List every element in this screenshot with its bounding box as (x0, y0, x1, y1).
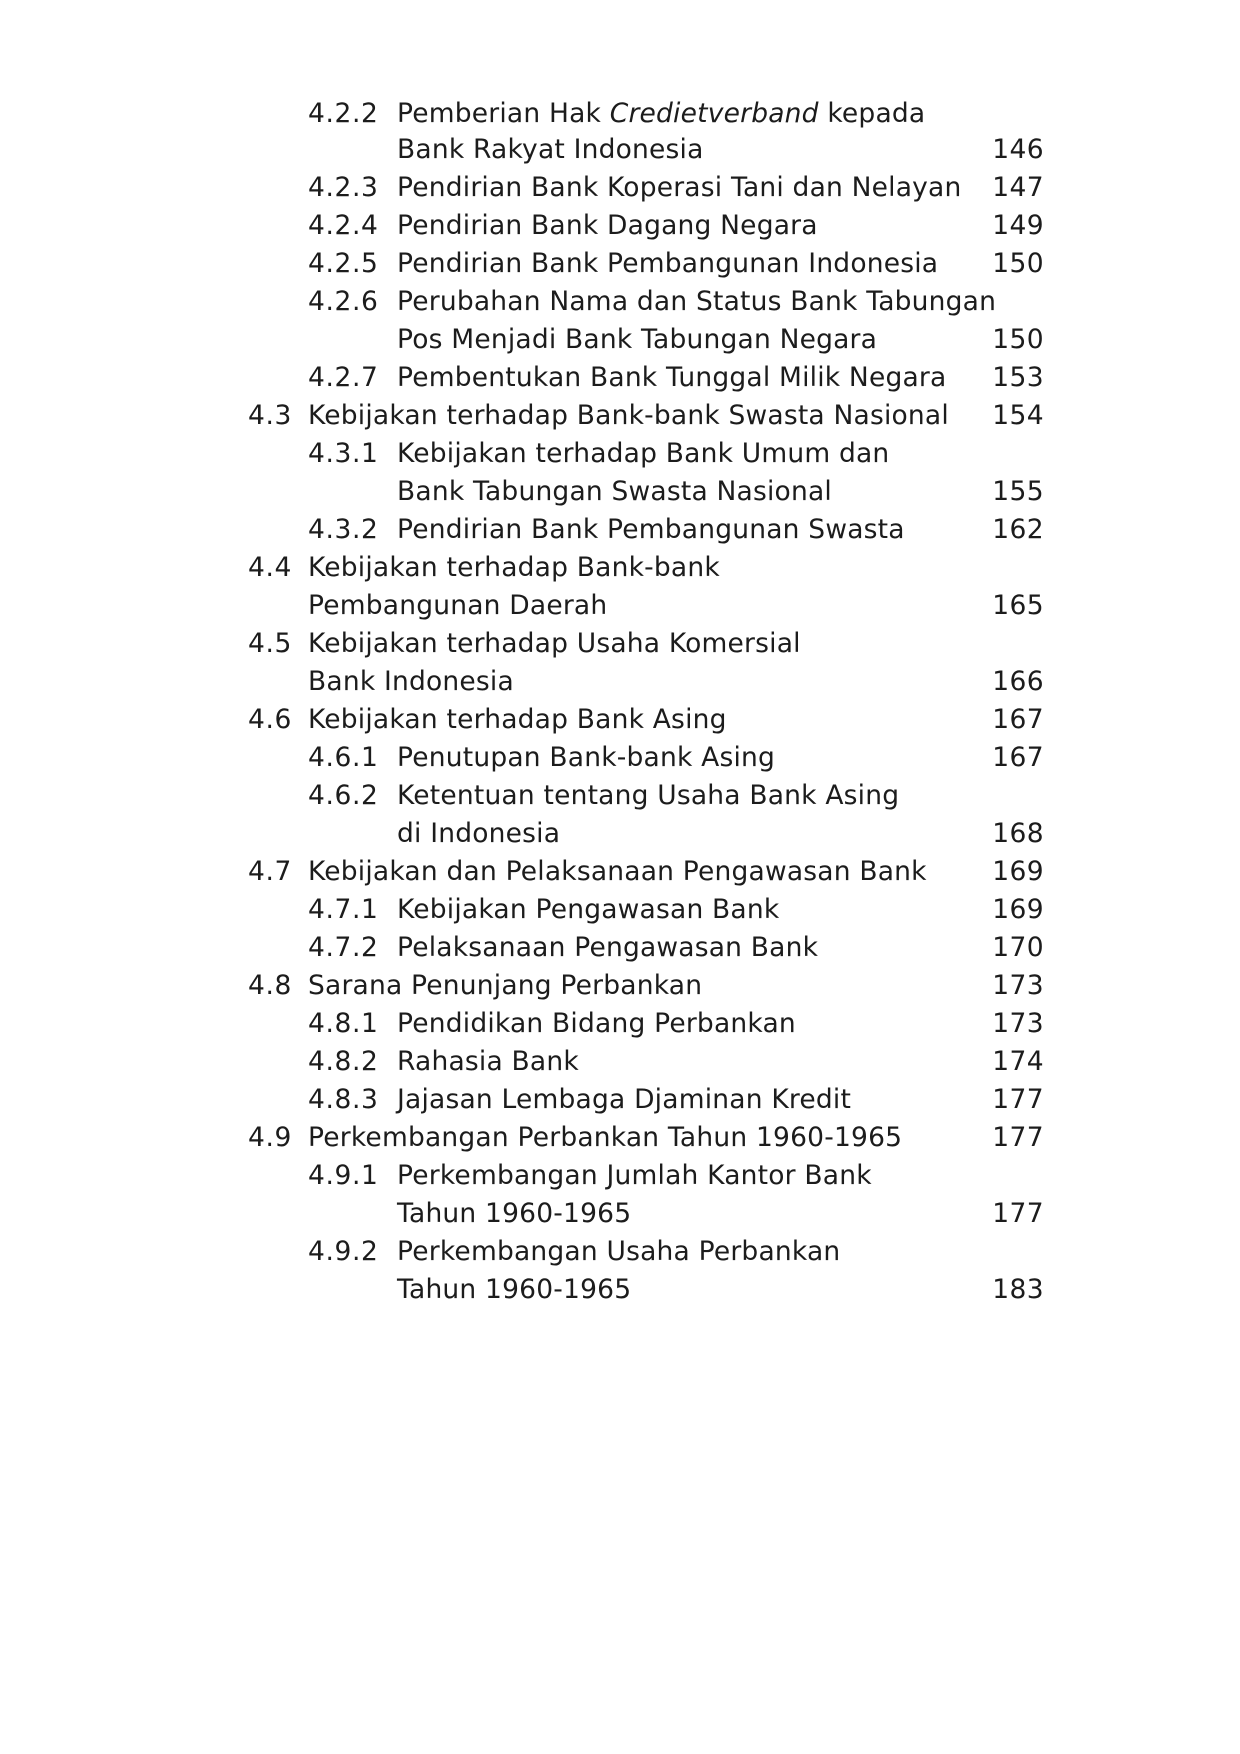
toc-entry-number: 4.2.7 (308, 362, 379, 393)
toc-entry-title: Pendirian Bank Dagang Negara (397, 210, 818, 241)
toc-entry-page: 146 (992, 134, 1044, 165)
toc-entry-number: 4.2.5 (308, 248, 379, 279)
toc-entry-number: 4.8.1 (308, 1008, 379, 1039)
toc-entry-title-continued: di Indonesia (397, 818, 561, 849)
toc-entry-page: 169 (992, 894, 1044, 925)
toc-entry-page: 173 (992, 970, 1044, 1001)
toc-entry-page: 167 (992, 742, 1044, 773)
toc-entry-page: 162 (992, 514, 1044, 545)
toc-entry-title: Pendirian Bank Pembangunan Swasta (397, 514, 905, 545)
toc-entry-page: 169 (992, 856, 1044, 887)
toc-entry-title-continued: Pembangunan Daerah (308, 590, 608, 621)
toc-entry-title: Pembentukan Bank Tunggal Milik Negara (397, 362, 947, 393)
toc-entry-number: 4.8.2 (308, 1046, 379, 1077)
toc-entry-title: Perubahan Nama dan Status Bank Tabungan (397, 286, 997, 317)
toc-entry-title-continued: Bank Tabungan Swasta Nasional (397, 476, 832, 507)
toc-entry-number: 4.9.1 (308, 1160, 379, 1191)
toc-entry-page: 155 (992, 476, 1044, 507)
toc-entry-title: Kebijakan terhadap Bank Umum dan (397, 438, 890, 469)
toc-entry-page: 150 (992, 324, 1044, 355)
toc-entry-title: Perkembangan Usaha Perbankan (397, 1236, 841, 1267)
toc-entry-number: 4.6.2 (308, 780, 379, 811)
toc-entry-title: Kebijakan terhadap Usaha Komersial (308, 628, 801, 659)
toc-entry-number: 4.7 (248, 856, 292, 887)
toc-entry-number: 4.5 (248, 628, 292, 659)
toc-entry-title: Pemberian Hak Credietverband kepada (397, 98, 926, 129)
toc-entry-title: Penutupan Bank-bank Asing (397, 742, 776, 773)
toc-entry-title: Perkembangan Perbankan Tahun 1960-1965 (308, 1122, 903, 1153)
toc-entry-number: 4.8.3 (308, 1084, 379, 1115)
toc-entry-title-continued: Bank Indonesia (308, 666, 514, 697)
toc-entry-title: Kebijakan terhadap Bank-bank (308, 552, 720, 583)
toc-entry-title-continued: Tahun 1960-1965 (397, 1274, 632, 1305)
toc-entry-number: 4.9.2 (308, 1236, 379, 1267)
toc-entry-number: 4.2.2 (308, 98, 379, 129)
toc-entry-number: 4.2.3 (308, 172, 379, 203)
toc-entry-number: 4.8 (248, 970, 292, 1001)
toc-entry-page: 170 (992, 932, 1044, 963)
toc-entry-title: Pendirian Bank Koperasi Tani dan Nelayan (397, 172, 962, 203)
toc-entry-number: 4.6 (248, 704, 292, 735)
toc-entry-title: Jajasan Lembaga Djaminan Kredit (397, 1084, 852, 1115)
toc-entry-title: Kebijakan terhadap Bank Asing (308, 704, 727, 735)
toc-entry-page: 147 (992, 172, 1044, 203)
toc-entry-number: 4.7.1 (308, 894, 379, 925)
toc-entry-page: 174 (992, 1046, 1044, 1077)
toc-entry-title: Sarana Penunjang Perbankan (308, 970, 703, 1001)
toc-entry-title-continued: Pos Menjadi Bank Tabungan Negara (397, 324, 878, 355)
toc-entry-title: Kebijakan terhadap Bank-bank Swasta Nasional (308, 400, 949, 431)
toc-entry-page: 167 (992, 704, 1044, 735)
toc-entry-page: 165 (992, 590, 1044, 621)
toc-entry-page: 154 (992, 400, 1044, 431)
toc-entry-title-continued: Bank Rakyat Indonesia (397, 134, 704, 165)
toc-entry-number: 4.6.1 (308, 742, 379, 773)
toc-entry-title: Kebijakan Pengawasan Bank (397, 894, 780, 925)
toc-entry-page: 173 (992, 1008, 1044, 1039)
toc-entry-number: 4.3.2 (308, 514, 379, 545)
toc-entry-page: 150 (992, 248, 1044, 279)
toc-entry-title: Kebijakan dan Pelaksanaan Pengawasan Bank (308, 856, 927, 887)
toc-entry-page: 183 (992, 1274, 1044, 1305)
toc-entry-number: 4.7.2 (308, 932, 379, 963)
toc-entry-page: 177 (992, 1122, 1044, 1153)
toc-entry-number: 4.3.1 (308, 438, 379, 469)
toc-entry-number: 4.2.6 (308, 286, 379, 317)
toc-entry-number: 4.3 (248, 400, 292, 431)
toc-entry-title: Pendidikan Bidang Perbankan (397, 1008, 796, 1039)
toc-entry-title-continued: Tahun 1960-1965 (397, 1198, 632, 1229)
toc-entry-page: 149 (992, 210, 1044, 241)
toc-entry-page: 168 (992, 818, 1044, 849)
toc-entry-page: 177 (992, 1084, 1044, 1115)
toc-entry-title: Pendirian Bank Pembangunan Indonesia (397, 248, 939, 279)
toc-entry-title: Rahasia Bank (397, 1046, 579, 1077)
toc-entry-title: Ketentuan tentang Usaha Bank Asing (397, 780, 900, 811)
toc-entry-number: 4.2.4 (308, 210, 379, 241)
toc-entry-page: 153 (992, 362, 1044, 393)
toc-entry-title: Perkembangan Jumlah Kantor Bank (397, 1160, 872, 1191)
toc-entry-title: Pelaksanaan Pengawasan Bank (397, 932, 819, 963)
toc-entry-page: 177 (992, 1198, 1044, 1229)
toc-entry-page: 166 (992, 666, 1044, 697)
toc-entry-number: 4.4 (248, 552, 292, 583)
toc-entry-number: 4.9 (248, 1122, 292, 1153)
